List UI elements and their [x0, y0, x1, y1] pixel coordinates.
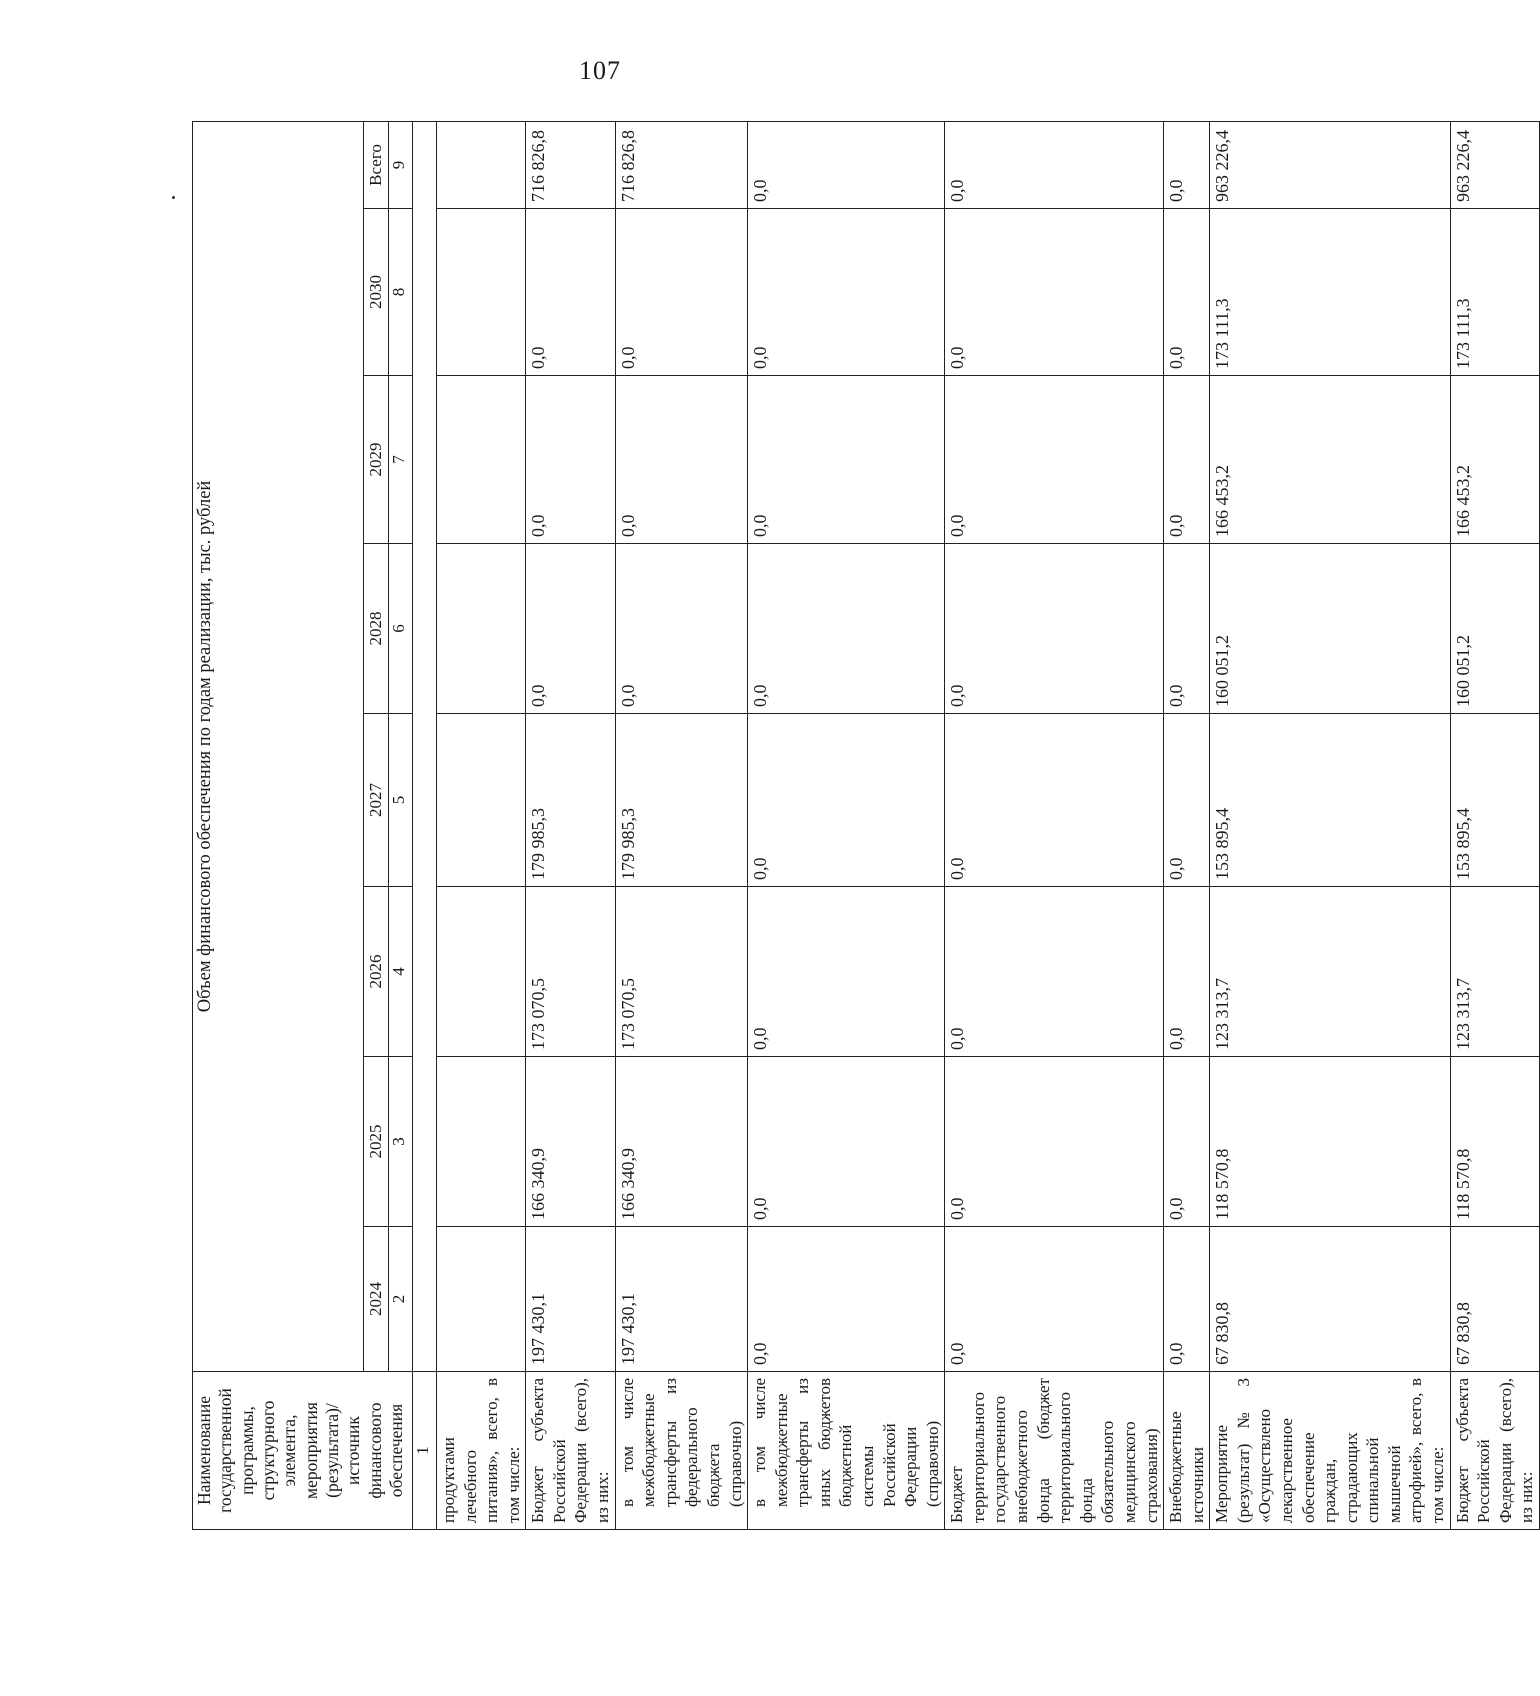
header-year-2028: 2028 — [364, 544, 389, 714]
cell-2028: 160 051,2 — [1450, 544, 1539, 714]
cell-2030 — [437, 209, 526, 376]
cell-2026 — [437, 887, 526, 1057]
cell-2030: 173 111,3 — [1450, 209, 1539, 376]
cell-2027: 153 895,4 — [1210, 714, 1450, 887]
cell-total: 716 826,8 — [615, 121, 747, 208]
cell-2027: 179 985,3 — [526, 714, 615, 887]
cell-2024: 0,0 — [1164, 1227, 1210, 1372]
cell-2027: 153 895,4 — [1450, 714, 1539, 887]
column-number-3: 3 — [389, 1057, 413, 1227]
cell-2024: 0,0 — [945, 1227, 1164, 1372]
header-year-2029: 2029 — [364, 376, 389, 544]
cell-2028: 0,0 — [1164, 544, 1210, 714]
table-row — [615, 121, 747, 1529]
cell-2026: 0,0 — [748, 887, 945, 1057]
table-row — [526, 121, 615, 1529]
cell-2030: 173 111,3 — [1210, 209, 1450, 376]
cell-total: 716 826,8 — [526, 121, 615, 208]
cell-total: 963 226,4 — [1210, 121, 1450, 208]
cell-2028: 0,0 — [945, 544, 1164, 714]
cell-2024: 67 830,8 — [1210, 1227, 1450, 1372]
column-number-6: 6 — [389, 544, 413, 714]
header-volume: Объем финансового обеспечения по годам реализации, тыс. рублей — [193, 121, 364, 1371]
column-number-2: 2 — [389, 1227, 413, 1372]
column-number-7: 7 — [389, 376, 413, 544]
cell-2024: 67 830,8 — [1450, 1227, 1539, 1372]
row-label: Внебюджетные источники — [1164, 1372, 1210, 1530]
table-row — [1210, 121, 1450, 1529]
cell-2029: 0,0 — [748, 376, 945, 544]
header-year-2024: 2024 — [364, 1227, 389, 1372]
cell-2029: 0,0 — [615, 376, 747, 544]
row-label: продуктами лечебного питания», всего, в том числе: — [437, 1372, 526, 1530]
row-label: Бюджет субъекта Российской Федерации (всего), из них: — [526, 1372, 615, 1530]
cell-2025: 0,0 — [748, 1057, 945, 1227]
table-row — [1450, 121, 1539, 1529]
column-number-1: 1 — [413, 1372, 437, 1530]
cell-2030: 0,0 — [945, 209, 1164, 376]
cell-2027 — [437, 714, 526, 887]
cell-2025: 166 340,9 — [526, 1057, 615, 1227]
cell-2029: 0,0 — [945, 376, 1164, 544]
cell-2025: 166 340,9 — [615, 1057, 747, 1227]
header-row-colnums — [389, 121, 413, 1529]
cell-2028: 0,0 — [748, 544, 945, 714]
column-number-4: 4 — [389, 887, 413, 1057]
cell-2028: 0,0 — [615, 544, 747, 714]
table-row — [945, 121, 1164, 1529]
cell-2029: 166 453,2 — [1450, 376, 1539, 544]
scan-speck — [172, 196, 175, 199]
header-row-volume — [193, 121, 364, 1529]
cell-2027: 179 985,3 — [615, 714, 747, 887]
header-name-column: Наименование государственной программы, структурного элемента, мероприятия (результата)/источник финансового обеспечения — [193, 1372, 413, 1530]
cell-2026: 123 313,7 — [1450, 887, 1539, 1057]
column-number-5: 5 — [389, 714, 413, 887]
cell-2028 — [437, 544, 526, 714]
cell-2026: 0,0 — [1164, 887, 1210, 1057]
cell-2025: 0,0 — [945, 1057, 1164, 1227]
cell-2025: 118 570,8 — [1210, 1057, 1450, 1227]
header-total: Всего — [364, 121, 389, 208]
cell-2026: 173 070,5 — [615, 887, 747, 1057]
cell-2029: 166 453,2 — [1210, 376, 1450, 544]
row-label: Бюджет территориального государственного внебюджетного фонда (бюджет территориального фонда обязательного медицинского страхования) — [945, 1372, 1164, 1530]
cell-total: 0,0 — [945, 121, 1164, 208]
header-year-2030: 2030 — [364, 209, 389, 376]
cell-2024: 197 430,1 — [615, 1227, 747, 1372]
column-number-9: 9 — [389, 121, 413, 208]
header-row-colnum-1 — [413, 121, 437, 1529]
table-row — [1164, 121, 1210, 1529]
cell-2028: 0,0 — [526, 544, 615, 714]
cell-2030: 0,0 — [748, 209, 945, 376]
cell-2030: 0,0 — [526, 209, 615, 376]
header-year-2025: 2025 — [364, 1057, 389, 1227]
cell-2029: 0,0 — [526, 376, 615, 544]
cell-2026: 0,0 — [945, 887, 1164, 1057]
row-label: Мероприятие (результат) № 3 «Осуществлено лекарственное обеспечение граждан, страдающих спинальной мышечной атрофией», всего, в том числе: — [1210, 1372, 1450, 1530]
cell-total: 0,0 — [748, 121, 945, 208]
financing-table — [192, 121, 1540, 1530]
cell-2029: 0,0 — [1164, 376, 1210, 544]
cell-2028: 160 051,2 — [1210, 544, 1450, 714]
cell-2024: 0,0 — [748, 1227, 945, 1372]
table-row — [437, 121, 526, 1529]
header-colnum-filler — [413, 121, 437, 1371]
cell-2024 — [437, 1227, 526, 1372]
page-number: 107 — [579, 56, 621, 85]
header-year-2026: 2026 — [364, 887, 389, 1057]
rotated-table-wrapper — [192, 122, 1537, 1530]
row-label: в том числе межбюджетные трансферты из федерального бюджета (справочно) — [615, 1372, 747, 1530]
cell-2027: 0,0 — [945, 714, 1164, 887]
header-row-years — [364, 121, 389, 1529]
cell-2027: 0,0 — [748, 714, 945, 887]
cell-2030: 0,0 — [615, 209, 747, 376]
cell-2030: 0,0 — [1164, 209, 1210, 376]
cell-total — [437, 121, 526, 208]
cell-2025 — [437, 1057, 526, 1227]
cell-total: 0,0 — [1164, 121, 1210, 208]
row-label: в том числе межбюджетные трансферты из иных бюджетов бюджетной системы Российской Федерации (справочно) — [748, 1372, 945, 1530]
column-number-8: 8 — [389, 209, 413, 376]
cell-2026: 123 313,7 — [1210, 887, 1450, 1057]
header-year-2027: 2027 — [364, 714, 389, 887]
cell-2027: 0,0 — [1164, 714, 1210, 887]
cell-2026: 173 070,5 — [526, 887, 615, 1057]
cell-total: 963 226,4 — [1450, 121, 1539, 208]
cell-2025: 118 570,8 — [1450, 1057, 1539, 1227]
cell-2024: 197 430,1 — [526, 1227, 615, 1372]
table-row — [748, 121, 945, 1529]
cell-2029 — [437, 376, 526, 544]
row-label: Бюджет субъекта Российской Федерации (всего), из них: — [1450, 1372, 1539, 1530]
cell-2025: 0,0 — [1164, 1057, 1210, 1227]
